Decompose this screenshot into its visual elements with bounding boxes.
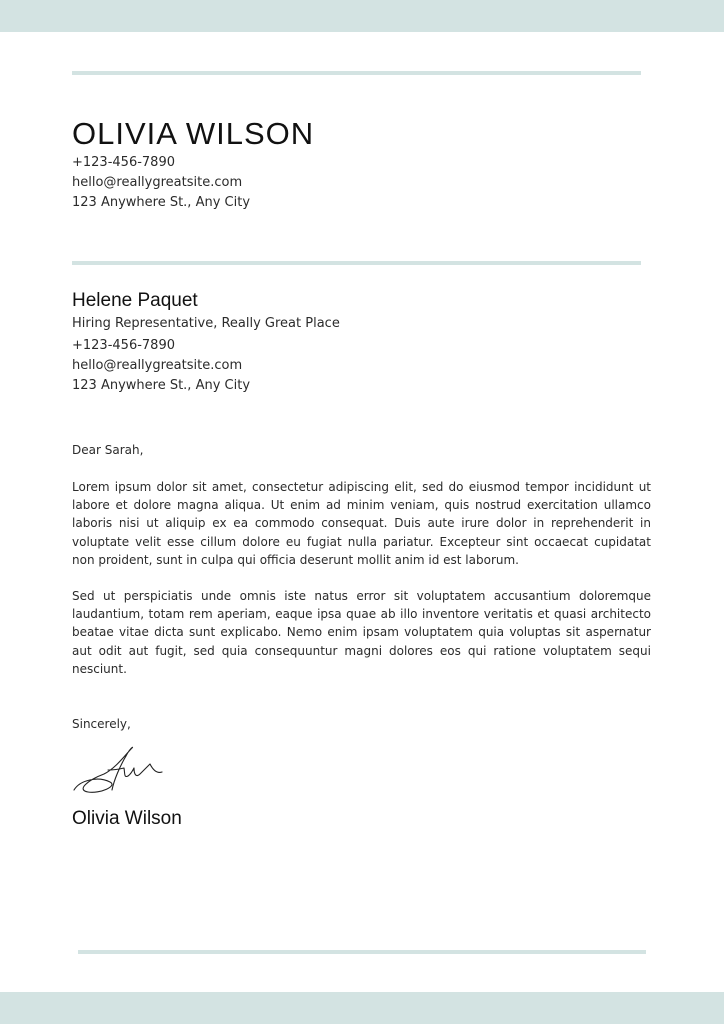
sender-phone: +123-456-7890 xyxy=(72,155,175,170)
recipient-address: 123 Anywhere St., Any City xyxy=(72,378,251,393)
header-divider xyxy=(72,71,641,75)
sender-email: hello@reallygreatsite.com xyxy=(72,175,243,190)
recipient-email: hello@reallygreatsite.com xyxy=(72,358,243,373)
body-paragraph-1: Lorem ipsum dolor sit amet, consectetur adipiscing elit, sed do eiusmod tempor incididunt ut labore et dolore magna aliqua. Ut enim ad minim veniam, quis nostrud exercitation ullamco laboris nisi ut aliquip ex ea commodo consequat. Duis aute irure dolor in reprehenderit in voluptate velit esse cillum dolore eu fugiat nulla pariatur. Excepteur sint occaecat cupidatat non proident, sunt in culpa qui officia deserunt mollit anim id est laborum. xyxy=(72,480,651,567)
salutation: Dear Sarah, xyxy=(72,443,144,457)
signer-name: Olivia Wilson xyxy=(72,808,182,829)
bottom-accent-band xyxy=(0,992,724,1024)
closing: Sincerely, xyxy=(72,717,131,731)
body-paragraph-2: Sed ut perspiciatis unde omnis iste natus error sit voluptatem accusantium doloremque laudantium, totam rem aperiam, eaque ipsa quae ab illo inventore veritatis et quasi architecto beatae vitae dicta sunt explicabo. Nemo enim ipsam voluptatem quia voluptas sit aspernatur aut odit aut fugit, sed quia consequuntur magni dolores eos qui ratione voluptatem sequi nesciunt. xyxy=(72,589,651,676)
signature-image xyxy=(70,744,170,800)
recipient-title: Hiring Representative, Really Great Place xyxy=(72,316,340,331)
sender-name: OLIVIA WILSON xyxy=(72,116,315,151)
sender-address: 123 Anywhere St., Any City xyxy=(72,195,251,210)
recipient-name: Helene Paquet xyxy=(72,290,198,311)
footer-divider xyxy=(78,950,646,954)
recipient-phone: +123-456-7890 xyxy=(72,338,175,353)
section-divider xyxy=(72,261,641,265)
top-accent-band xyxy=(0,0,724,32)
